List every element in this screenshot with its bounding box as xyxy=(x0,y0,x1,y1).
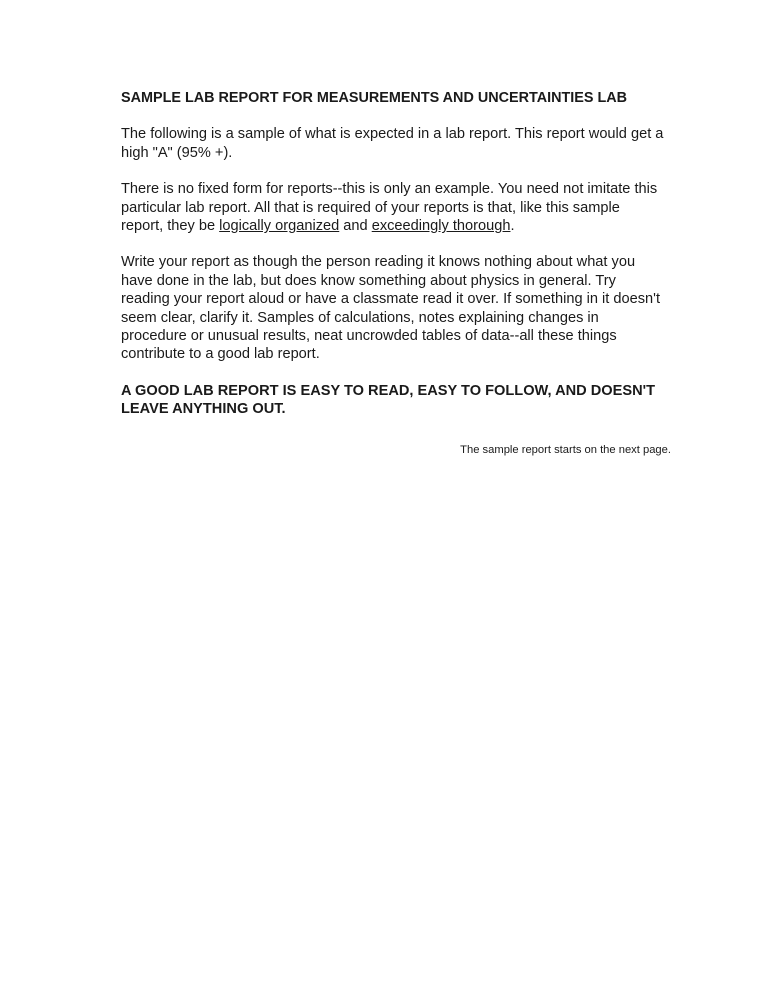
underlined-exceedingly-thorough: exceedingly thorough xyxy=(371,218,511,235)
next-page-note: The sample report starts on the next page. xyxy=(460,444,671,456)
document-title: SAMPLE LAB REPORT FOR MEASUREMENTS AND UNCERTAINTIES LAB xyxy=(121,90,628,106)
form-paragraph xyxy=(121,180,666,235)
form-text-end: . xyxy=(510,218,515,235)
document-page xyxy=(121,89,671,456)
emphasis-statement: A GOOD LAB REPORT IS EASY TO READ, EASY TO FOLLOW, AND DOESN'T LEAVE ANYTHING OUT. xyxy=(121,382,656,418)
write-paragraph: Write your report as though the person reading it knows nothing about what you have done in the lab, but does know something about physics in general. Try reading your report aloud or have a classmate read it over. If something in it doesn't seem clear, clarify it. Samples of calculations, notes explaining changes in procedure or unusual results, neat uncrowded tables of data--all these things contribute to a good lab report. xyxy=(121,254,660,363)
form-text: There is no fixed form for reports--this is only an example. You need not imitate this particular lab report. All that is required of your reports is that, like this sample report, they be xyxy=(121,181,658,235)
form-text-mid: and xyxy=(339,218,372,235)
intro-paragraph: The following is a sample of what is expected in a lab report. This report would get a high "A" (95% +). xyxy=(121,126,664,161)
underlined-logically-organized: logically organized xyxy=(219,218,340,235)
